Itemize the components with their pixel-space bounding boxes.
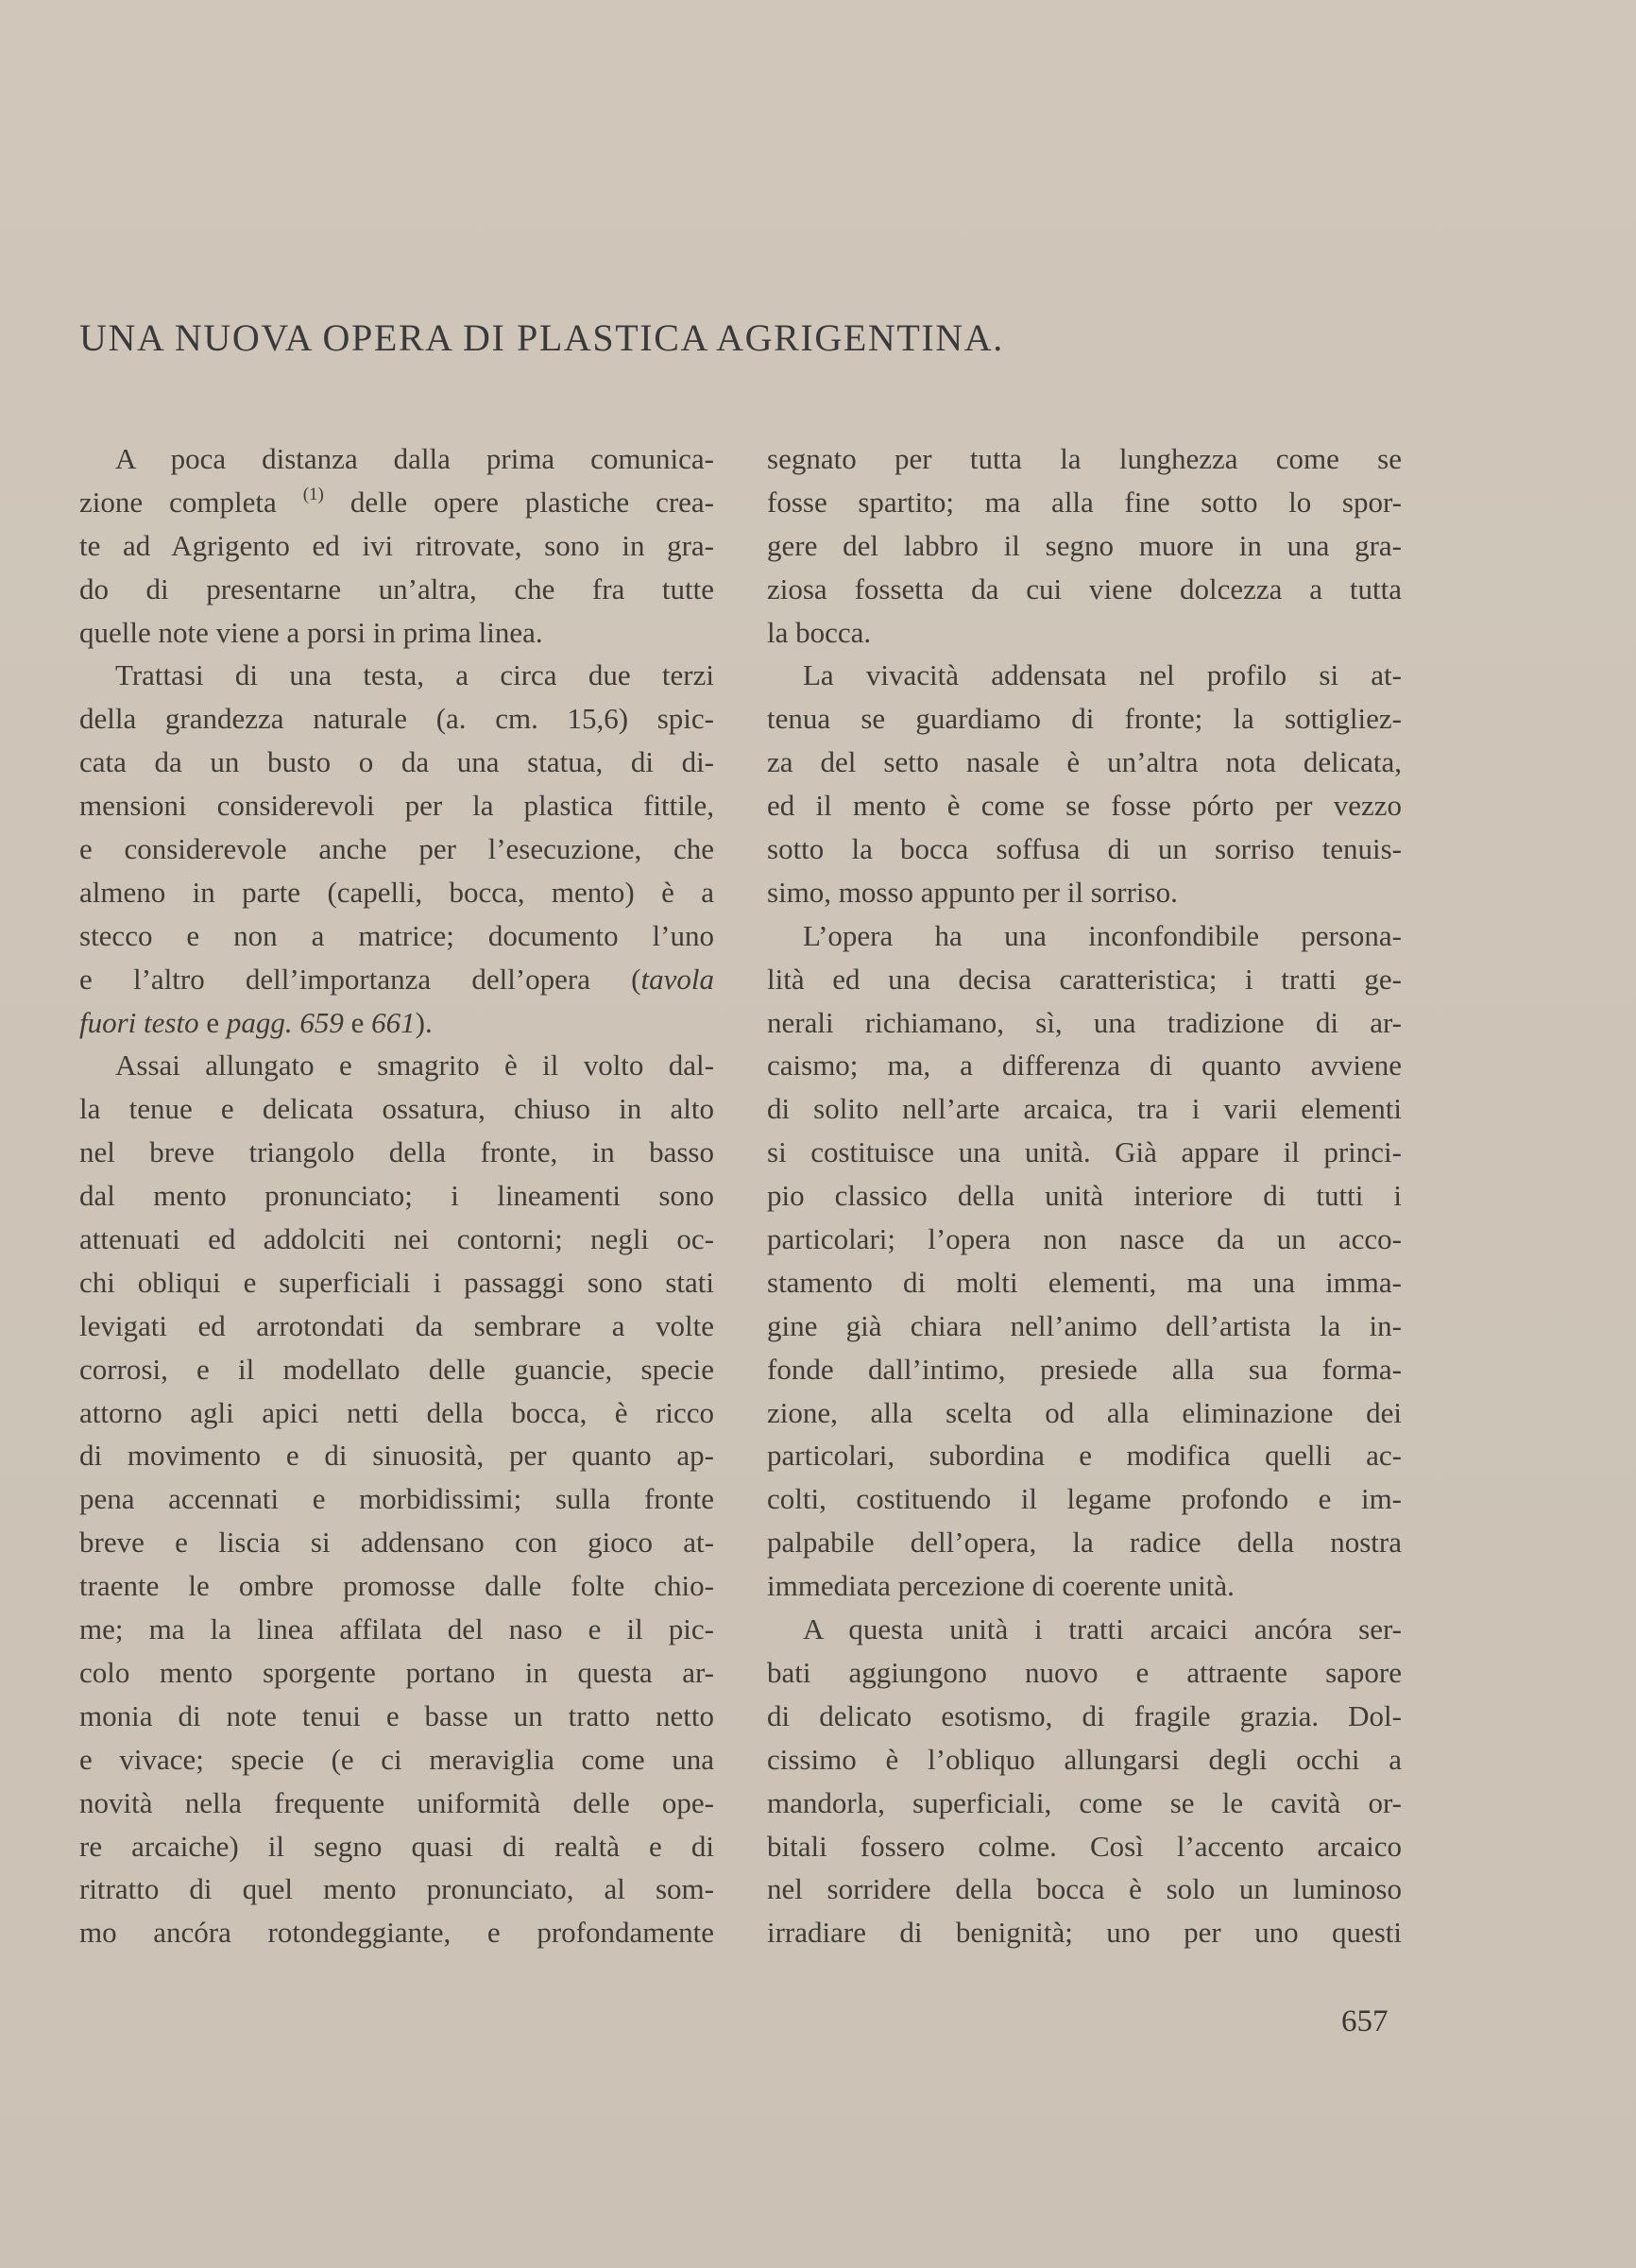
left-column <box>79 437 714 1954</box>
italic-reference: fuori testo <box>79 1005 199 1039</box>
right-column <box>767 437 1402 1954</box>
text-segment: e l’altro dell’importanza dell’opera ( <box>79 962 641 996</box>
text-line: chi obliqui e superficiali i passaggi sono stati <box>79 1265 714 1299</box>
text-segment: zione completa <box>79 485 303 519</box>
footnote-reference: (1) <box>302 484 324 504</box>
text-line: dal mento pronunciato; i lineamenti sono <box>79 1179 714 1213</box>
text-line: levigati ed arrotondati da sembrare a volte <box>79 1308 714 1342</box>
text-line: gere del labbro il segno muore in una gra- <box>767 528 1402 562</box>
text-line: attenuati ed addolciti nei contorni; negli oc- <box>79 1222 714 1256</box>
text-line: cata da un busto o da una statua, di di- <box>79 745 714 779</box>
text-line: ritratto di quel mento pronunciato, al som- <box>79 1872 714 1906</box>
text-line: breve e liscia si addensano con gioco at- <box>79 1526 714 1560</box>
text-line: L’opera ha una inconfondibile persona- <box>803 918 1402 952</box>
text-line: colti, costituendo il legame profondo e im- <box>767 1482 1402 1516</box>
italic-reference: 661 <box>371 1005 416 1039</box>
italic-reference: tavola <box>640 962 714 996</box>
text-line <box>79 958 714 1001</box>
text-line: re arcaiche) il segno quasi di realtà e di <box>79 1829 714 1863</box>
text-line: irradiare di benignità; uno per uno questi <box>767 1916 1402 1950</box>
text-line: ziosa fossetta da cui viene dolcezza a tutta <box>767 571 1402 605</box>
text-line: novità nella frequente uniformità delle ope- <box>79 1785 714 1819</box>
text-line: pio classico della unità interiore di tutti i <box>767 1179 1402 1213</box>
text-line: A questa unità i tratti arcaici ancóra ser- <box>803 1612 1402 1646</box>
text-line: e considerevole anche per l’esecuzione, che <box>79 832 714 866</box>
text-line: fonde dall’intimo, presiede alla sua forma- <box>767 1352 1402 1386</box>
text-line: lità ed una decisa caratteristica; i tratti ge- <box>767 962 1402 996</box>
text-line: ed il mento è come se fosse pórto per vezzo <box>767 789 1402 823</box>
text-line: stamento di molti elementi, ma una imma- <box>767 1265 1402 1299</box>
text-line <box>79 1001 714 1045</box>
text-line: di delicato esotismo, di fragile grazia. Dol- <box>767 1698 1402 1732</box>
text-line: palpabile dell’opera, la radice della nostra <box>767 1526 1402 1560</box>
text-line: segnato per tutta la lunghezza come se <box>767 442 1402 475</box>
text-line: pena accennati e morbidissimi; sulla fronte <box>79 1482 714 1516</box>
text-line: la tenue e delicata ossatura, chiuso in alto <box>79 1092 714 1126</box>
text-segment: e <box>343 1005 372 1039</box>
text-line: di movimento e di sinuosità, per quanto ap- <box>79 1439 714 1473</box>
text-line: particolari, subordina e modifica quelli ac- <box>767 1439 1402 1473</box>
text-line: colo mento sporgente portano in questa ar- <box>79 1655 714 1689</box>
text-line: fosse spartito; ma alla fine sotto lo spor- <box>767 485 1402 519</box>
text-line: mo ancóra rotondeggiante, e profondamente <box>79 1916 714 1950</box>
text-line: di solito nell’arte arcaica, tra i varii elementi <box>767 1092 1402 1126</box>
text-line: e vivace; specie (e ci meraviglia come una <box>79 1742 714 1776</box>
text-line: attorno agli apici netti della bocca, è ricco <box>79 1395 714 1429</box>
text-line: tenua se guardiamo di fronte; la sottigliez- <box>767 702 1402 736</box>
text-line: monia di note tenui e basse un tratto netto <box>79 1698 714 1732</box>
text-line: immediata percezione di coerente unità. <box>767 1569 1235 1603</box>
page-number: 657 <box>1341 2004 1389 2038</box>
text-segment: ). <box>415 1005 433 1039</box>
text-line: zione, alla scelta od alla eliminazione dei <box>767 1395 1402 1429</box>
text-line: La vivacità addensata nel profilo si at- <box>803 658 1402 692</box>
text-line: Assai allungato e smagrito è il volto dal- <box>115 1049 714 1083</box>
text-line: caismo; ma, a differenza di quanto avviene <box>767 1049 1402 1083</box>
article-title: UNA NUOVA OPERA DI PLASTICA AGRIGENTINA. <box>79 316 1004 359</box>
text-line <box>79 481 714 524</box>
text-line: sotto la bocca soffusa di un sorriso tenuis- <box>767 832 1402 866</box>
text-line: almeno in parte (capelli, bocca, mento) è a <box>79 875 714 909</box>
text-line: della grandezza naturale (a. cm. 15,6) spic- <box>79 702 714 736</box>
text-line: la bocca. <box>767 615 872 649</box>
text-line: nerali richiamano, sì, una tradizione di ar- <box>767 1005 1402 1039</box>
text-line: te ad Agrigento ed ivi ritrovate, sono in gra- <box>79 528 714 562</box>
text-line: za del setto nasale è un’altra nota delicata, <box>767 745 1402 779</box>
text-line: me; ma la linea affilata del naso e il pic- <box>79 1612 714 1646</box>
text-line: quelle note viene a porsi in prima linea. <box>79 615 543 649</box>
text-line: bitali fossero colme. Così l’accento arcaico <box>767 1829 1402 1863</box>
text-segment: e <box>198 1005 227 1039</box>
text-line: gine già chiara nell’animo dell’artista la in- <box>767 1308 1402 1342</box>
text-line: cissimo è l’obliquo allungarsi degli occhi a <box>767 1742 1402 1776</box>
text-line: si costituisce una unità. Già appare il princi- <box>767 1135 1402 1169</box>
text-segment: delle opere plastiche crea- <box>323 485 714 519</box>
text-line: do di presentarne un’altra, che fra tutte <box>79 571 714 605</box>
text-line: stecco e non a matrice; documento l’uno <box>79 918 714 952</box>
text-line: mandorla, superficiali, come se le cavità or- <box>767 1785 1402 1819</box>
text-line: simo, mosso appunto per il sorriso. <box>767 875 1178 909</box>
text-line: nel breve triangolo della fronte, in basso <box>79 1135 714 1169</box>
text-line: Trattasi di una testa, a circa due terzi <box>115 658 714 692</box>
text-line: mensioni considerevoli per la plastica fittile, <box>79 789 714 823</box>
text-line: nel sorridere della bocca è solo un luminoso <box>767 1872 1402 1906</box>
text-line: bati aggiungono nuovo e attraente sapore <box>767 1655 1402 1689</box>
italic-reference: pagg. 659 <box>226 1005 344 1039</box>
text-line: particolari; l’opera non nasce da un acco- <box>767 1222 1402 1256</box>
text-line: traente le ombre promosse dalle folte chio- <box>79 1569 714 1603</box>
text-line: corrosi, e il modellato delle guancie, specie <box>79 1352 714 1386</box>
text-line: A poca distanza dalla prima comunica- <box>115 442 714 475</box>
